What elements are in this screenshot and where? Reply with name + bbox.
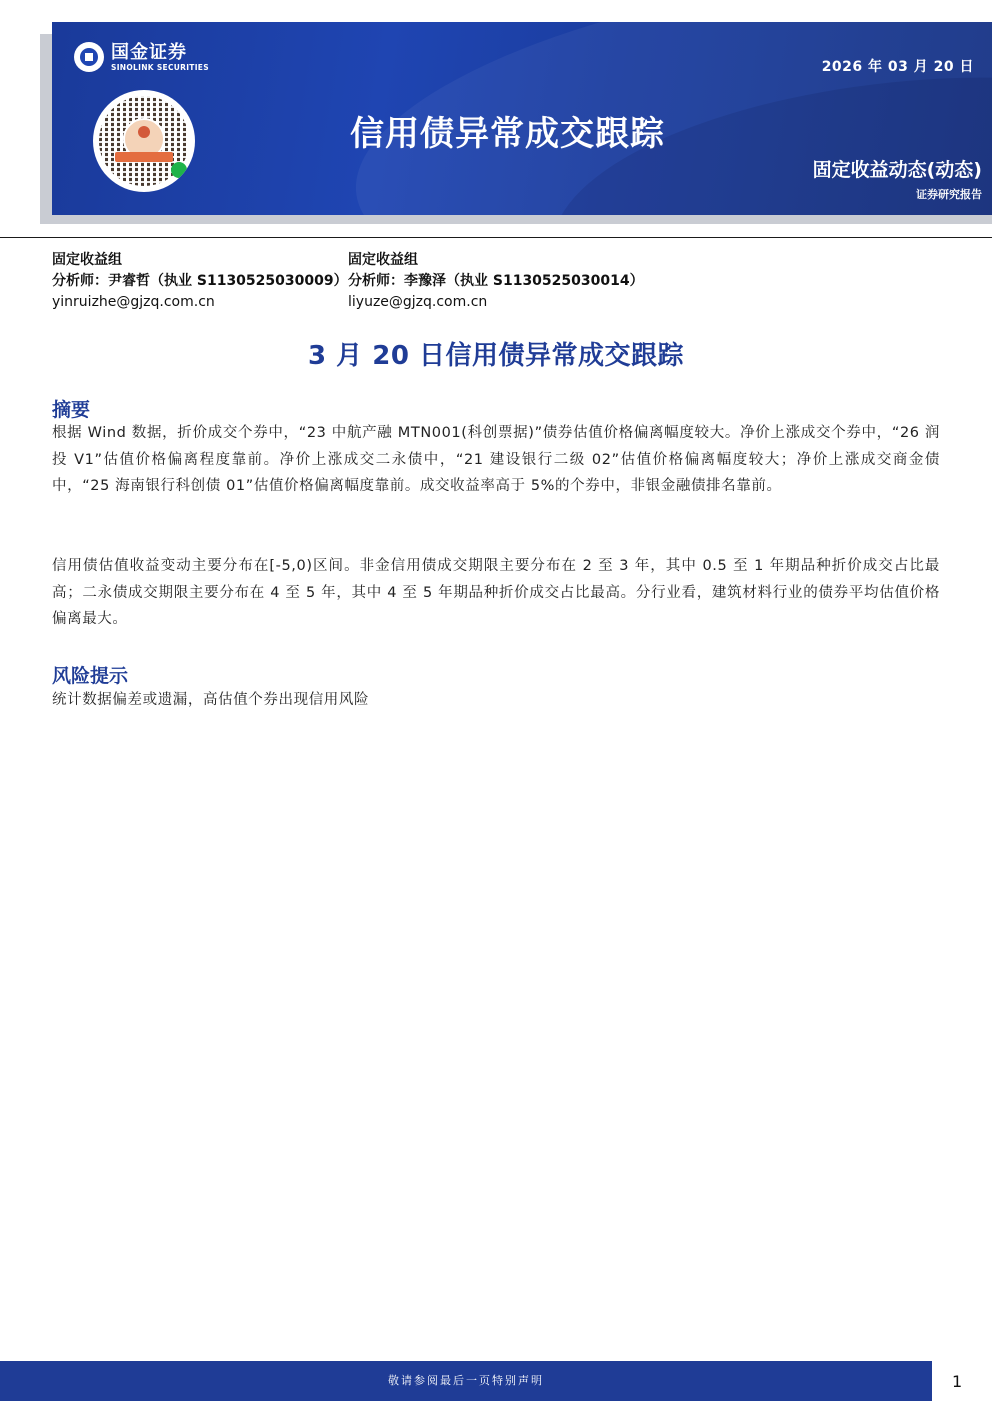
analyst-email[interactable]: yinruizhe@gjzq.com.cn — [52, 294, 215, 310]
analyst-name: 分析师：李豫泽（执业 S1130525030014） — [348, 273, 644, 289]
risk-text: 统计数据偏差或遗漏，高估值个券出现信用风险 — [52, 692, 370, 708]
document-title: 3 月 20 日信用债异常成交跟踪 — [308, 341, 684, 371]
report-category: 固定收益动态(动态) — [812, 159, 982, 181]
qr-code-icon — [93, 90, 195, 192]
analyst-group: 固定收益组 — [52, 252, 122, 268]
analyst-block — [52, 250, 348, 313]
report-date: 2026 年 03 月 20 日 — [821, 59, 974, 75]
analyst-email[interactable]: liyuze@gjzq.com.cn — [348, 294, 488, 310]
analyst-block — [348, 250, 644, 313]
banner-title: 信用债异常成交跟踪 — [350, 114, 665, 154]
summary-paragraph-2: 信用债估值收益变动主要分布在[-5,0)区间。非金信用债成交期限主要分布在 2 至 3 年，其中 0.5 至 1 年期品种折价成交占比最高；二永债成交期限主要分布在 4 至 5 年，其中 4 至 5 年期品种折价成交占比最高。分行业看，建筑材料行业的债券平均估值价格偏离最大。 — [52, 558, 940, 627]
footer-disclaimer[interactable]: 敬请参阅最后一页特别声明 — [388, 1374, 544, 1387]
summary-heading: 摘要 — [52, 399, 91, 421]
analyst-name: 分析师：尹睿哲（执业 S1130525030009） — [52, 273, 348, 289]
brand-name-cn: 国金证券 — [111, 41, 187, 63]
wechat-mini-icon — [171, 162, 187, 178]
risk-heading: 风险提示 — [52, 665, 129, 687]
header-divider — [0, 237, 992, 238]
page-number: 1 — [952, 1372, 963, 1391]
brand-name-en: SINOLINK SECURITIES — [111, 62, 209, 72]
brand-logo — [74, 42, 209, 72]
sinolink-logo-icon — [74, 42, 104, 72]
analyst-group: 固定收益组 — [348, 252, 418, 268]
report-type: 证券研究报告 — [916, 188, 982, 201]
summary-paragraph-1: 根据 Wind 数据，折价成交个券中，“23 中航产融 MTN001(科创票据)”债券估值价格偏离幅度较大。净价上涨成交个券中，“26 润投 V1”估值价格偏离程度靠前。净价上涨成交二永债中，“21 建设银行二级 02”估值价格偏离幅度较大；净价上涨成交商金债中，“25 海南银行科创债 01”估值价格偏离幅度靠前。成交收益率高于 5%的个券中，非银金融债排名靠前。 — [52, 425, 940, 494]
